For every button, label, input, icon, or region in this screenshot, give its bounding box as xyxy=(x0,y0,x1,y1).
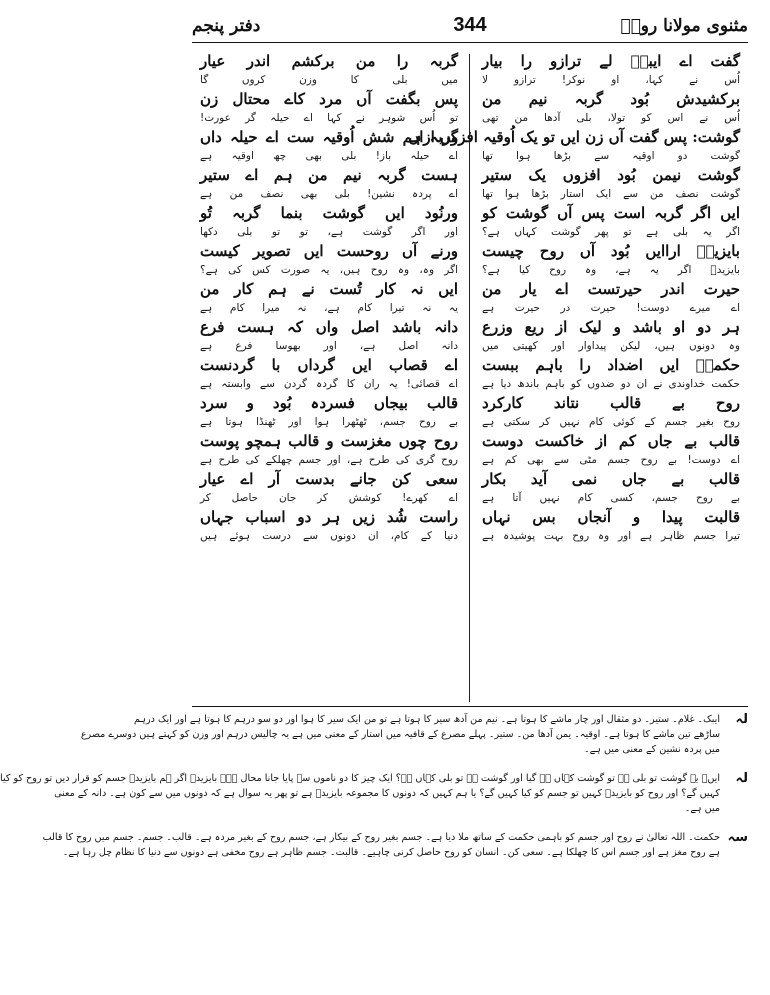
persian-verse: اے قصاب ایں گرداں با گردنست xyxy=(200,356,458,374)
footnote-marker: لہ xyxy=(735,771,748,786)
persian-verse: حیرت اندر حیرتست اے یار من xyxy=(482,280,740,298)
footnote-line: کہیں گے؟ اور روح کو بایزیدؒ کہیں تو جسم کو کیا کہیں گے؟ یا ہم کہیں کہ دونوں کا مجموعہ بایزیدؒ ہے تو پھر یہ سوال ہے کہ دونوں میں سے کون ہے۔ دانہ کے معنی xyxy=(54,788,720,799)
couplet xyxy=(482,202,740,240)
persian-verse: قالبت پیدا و آنجاں بس نہاں xyxy=(482,508,740,526)
couplet xyxy=(482,316,740,354)
couplet xyxy=(482,354,740,392)
section-title: دفتر پنجم xyxy=(192,16,261,36)
couplet xyxy=(200,506,458,544)
urdu-translation: اے حیلہ باز! بلی بھی چھ اوقیہ ہے xyxy=(200,150,458,162)
persian-verse: حکمتؔ ایں اضداد را باہم ببست xyxy=(482,356,740,374)
urdu-translation: اگر وہ، وہ روح ہیں، یہ صورت کس کی ہے؟ xyxy=(200,264,458,276)
urdu-translation: گوشت دو اوقیہ سے بڑھا ہوا تھا xyxy=(482,150,740,162)
footnote-line: ہے روح مغز ہے اور جسم اس کا چھلکا ہے۔ سعی کن۔ انسان کو روح حاصل کرنی چاہیے۔ قالبت۔ جسم ظاہر ہے روح مخفی ہے دونوں سے دنیا کا نظام چل رہا ہے۔ xyxy=(62,847,720,858)
couplet xyxy=(482,278,740,316)
persian-verse: بایزیدؒ اراایں بُود آں روح چیست xyxy=(482,242,740,260)
couplet xyxy=(200,316,458,354)
couplet xyxy=(200,240,458,278)
persian-verse: روح بے قالب نتاند کارکرد xyxy=(482,394,740,412)
couplet xyxy=(200,126,458,164)
footnote xyxy=(0,771,748,816)
urdu-translation: اے قصائی! یہ ران کا گردہ گردن سے وابستہ ہے xyxy=(200,378,458,390)
couplet xyxy=(200,392,458,430)
persian-verse: دانہ باشد اصل واں کہ ہست فرع xyxy=(200,318,458,336)
couplet xyxy=(482,240,740,278)
header-rule xyxy=(192,42,748,43)
couplet xyxy=(482,392,740,430)
persian-verse: قالب بے جاں کم از خاکست دوست xyxy=(482,432,740,450)
persian-verse: قالب بیجاں فسردہ بُود و سرد xyxy=(200,394,458,412)
persian-verse: سعی کن جانے بدست آر اے عیار xyxy=(200,470,458,488)
persian-verse: گوشت: پس گفت آں زن ایں تو یک اُوقیہ افزوں ازاں xyxy=(408,128,740,146)
persian-verse: ایں اگر گربہ است پس آں گوشت کو xyxy=(482,204,740,222)
urdu-translation: وہ دونوں ہیں، لیکن پیداوار اور کھیتی میں xyxy=(482,340,740,352)
urdu-translation: بایزیدؒ اگر یہ ہے، وہ روح کیا ہے؟ xyxy=(482,264,740,276)
footnote-line: میں پردہ نشین کے معنی میں ہے۔ xyxy=(584,744,720,755)
footnote-marker: لہ xyxy=(735,712,748,727)
footnote xyxy=(42,830,748,860)
persian-verse: قالب بے جاں نمی آید بکار xyxy=(482,470,740,488)
persian-verse: گربہ ہم شش اُوقیہ ست اے حیلہ داں xyxy=(200,128,458,146)
urdu-translation: دنیا کے کام، ان دونوں سے درست ہوئے ہیں xyxy=(200,530,458,542)
footnote xyxy=(80,712,748,757)
footnotes xyxy=(0,712,748,874)
urdu-translation: بے روح جسم، ٹھٹھرا ہوا اور ٹھنڈا ہوتا ہے xyxy=(200,416,458,428)
page-header xyxy=(192,14,748,42)
footnote-line: ایں۔ یہ گوشت تو بلی ہے تو گوشت کہاں ہے گیا اور گوشت ہے تو بلی کہاں ہے؟ ایک چیز کا دو ناموں سے پایا جانا محال ہے۔ بایزیدؒ اگر ہم بایزیدؒ جسم کو قرار دیں تو روح کو کیا xyxy=(0,773,720,784)
left-verse-column xyxy=(200,50,458,700)
couplet xyxy=(200,430,458,468)
persian-verse: گفت اے ایبکؔ لے ترازو را بیار xyxy=(482,52,740,70)
urdu-translation: اے کھرے! کوشش کر جان حاصل کر xyxy=(200,492,458,504)
footnote-line: حکمت۔ اللہ تعالیٰ نے روح اور جسم کو باہمی حکمت کے ساتھ ملا دیا ہے۔ جسم بغیر روح کے بیکار ہے، جسم روح کے بغیر مردہ ہے۔ قالب۔ جسم۔ جسم میں روح کا قالب xyxy=(42,832,720,843)
persian-verse: ایں نہ کار تُست نے ہم کار من xyxy=(200,280,458,298)
urdu-translation: بے روح جسم، کسی کام نہیں آتا ہے xyxy=(482,492,740,504)
persian-verse: راست شُد زیں ہر دو اسباب جہاں xyxy=(200,508,458,526)
couplet xyxy=(482,88,740,126)
footnote-line: ایبک۔ غلام۔ ستیر۔ دو مثقال اور چار ماشے کا ہوتا ہے۔ نیم من آدھ سیر کا ہوتا ہے تو من ایک سیر کا ہوا اور دو سو درہم کا ہوتا ہے اور ایک درہم xyxy=(134,714,720,725)
urdu-translation: روح بغیر جسم کے کوئی کام نہیں کر سکتی ہے xyxy=(482,416,740,428)
couplet xyxy=(200,468,458,506)
persian-verse: ورنے آں روحست ایں تصویر کیست xyxy=(200,242,458,260)
footnote-marker: سہ xyxy=(727,830,748,845)
urdu-translation: روح گری کی طرح ہے، اور جسم چھلکے کی طرح ہے xyxy=(200,454,458,466)
persian-verse: پس بگفت آں مرد کاے محتال زن xyxy=(200,90,458,108)
persian-verse: گوشت نیمن بُود افزوں یک ستیر xyxy=(482,166,740,184)
urdu-translation: دانہ اصل ہے، اور بھوسا فرع ہے xyxy=(200,340,458,352)
urdu-translation: تو اُس شوہر نے کہا اے حیلہ گر عورت! xyxy=(200,112,458,124)
couplet xyxy=(482,50,740,88)
footnote-line: ساڑھے تین ماشے کا ہوتا ہے۔ اوقیہ۔ یمن آدھا من۔ ستیر۔ پہلے مصرع کے قافیہ میں استار کے معنی میں ہے یہ چالیس درہم اور وزن کو کہتے ہیں دوسرے مصرع xyxy=(80,729,720,740)
couplet xyxy=(200,88,458,126)
couplet xyxy=(200,354,458,392)
urdu-translation: اُس نے اس کو تولا، بلی آدھا من تھی xyxy=(482,112,740,124)
urdu-translation: میں بلی کا وزن کروں گا xyxy=(200,74,458,86)
couplet xyxy=(482,430,740,468)
urdu-translation: اے پردہ نشین! بلی بھی نصف من ہے xyxy=(200,188,458,200)
persian-verse: ہست گربہ نیم من ہم اے ستیر xyxy=(200,166,458,184)
verse-columns xyxy=(200,50,740,700)
right-verse-column xyxy=(408,50,740,700)
couplet xyxy=(200,164,458,202)
footnote-rule xyxy=(192,706,748,707)
urdu-translation: تیرا جسم ظاہر ہے اور وہ روح بہت پوشیدہ ہے xyxy=(482,530,740,542)
urdu-translation: اُس نے کہا، او نوکر! ترازو لا xyxy=(482,74,740,86)
couplet xyxy=(200,202,458,240)
couplet xyxy=(482,164,740,202)
urdu-translation: گوشت نصف من سے ایک استار بڑھا ہوا تھا xyxy=(482,188,740,200)
couplet xyxy=(200,50,458,88)
couplet xyxy=(200,278,458,316)
couplet xyxy=(482,468,740,506)
persian-verse: ورنُود ایں گوشت بنما گربہ تُو xyxy=(200,204,458,222)
book-title: مثنوی مولانا رومؒ xyxy=(620,16,748,36)
footnote-line: میں ہے۔ xyxy=(684,803,720,814)
urdu-translation: حکمت خداوندی نے ان دو ضدوں کو باہم باندھ دیا ہے xyxy=(482,378,740,390)
urdu-translation: اور اگر گوشت ہے، تو تو بلی دکھا xyxy=(200,226,458,238)
page-number: 344 xyxy=(453,14,487,36)
column-divider xyxy=(469,54,470,702)
couplet xyxy=(408,126,740,164)
urdu-translation: اگر یہ بلی ہے تو پھر گوشت کہاں ہے؟ xyxy=(482,226,740,238)
persian-verse: برکشیدش بُود گربہ نیم من xyxy=(482,90,740,108)
persian-verse: گربہ را من برکشم اندر عیار xyxy=(200,52,458,70)
urdu-translation: اے دوست! بے روح جسم مٹی سے بھی کم ہے xyxy=(482,454,740,466)
persian-verse: ہر دو او باشد و لیک از ریع وزرع xyxy=(482,318,740,336)
couplet xyxy=(482,506,740,544)
persian-verse: روح چوں مغزست و قالب ہمچو پوست xyxy=(200,432,458,450)
urdu-translation: اے میرے دوست! حیرت در حیرت ہے xyxy=(482,302,740,314)
urdu-translation: یہ نہ تیرا کام ہے، نہ میرا کام ہے xyxy=(200,302,458,314)
